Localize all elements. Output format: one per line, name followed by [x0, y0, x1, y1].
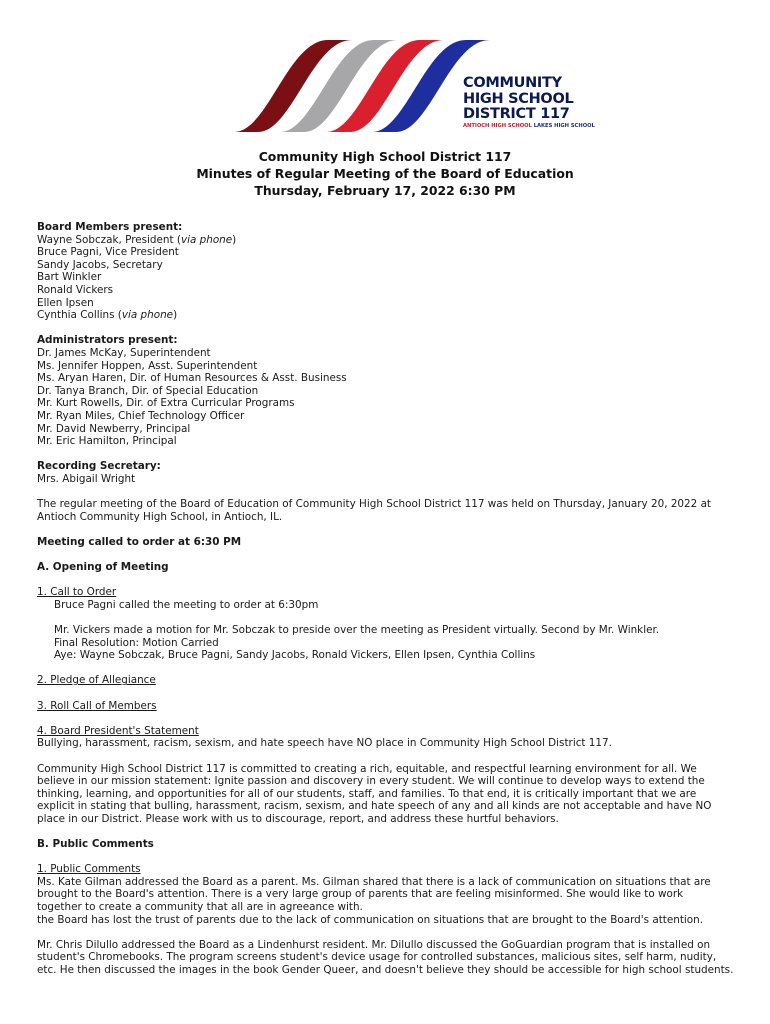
dilullo-line-2: student's Chromebooks. The program screens student's device usage for controlled substances, malicious sites, self harm, nudity, [37, 951, 717, 964]
board-member-5: Ronald Vickers [37, 283, 114, 296]
logo-line-2: HIGH SCHOOL [463, 90, 574, 107]
admin-item: Ms. Aryan Haren, Dir. of Human Resources & Asst. Business [37, 372, 347, 385]
logo-subtitle [463, 123, 595, 129]
logo-sub-right: LAKES HIGH SCHOOL [533, 123, 595, 129]
board-member-7 [37, 309, 737, 322]
statement-text: Bullying, harassment, racism, sexism, and hate speech have NO place in Community High School District 117. [37, 737, 612, 750]
intro-line-2: Antioch Community High School, in Antioch, IL. [37, 510, 283, 523]
board-member-2: Bruce Pagni, Vice President [37, 246, 179, 259]
motion-line-1: Mr. Vickers made a motion for Mr. Sobczak to preside over the meeting as President virtually. Second by Mr. Winkler. [54, 624, 660, 636]
commitment-line-1: Community High School District 117 is committed to creating a rich, equitable, and respectful learning environment for all. We [37, 762, 697, 775]
logo-line-1: COMMUNITY [463, 75, 562, 91]
admin-item: Mr. Kurt Rowells, Dir. of Extra Curricular Programs [37, 397, 295, 410]
board-member-3: Sandy Jacobs, Secretary [37, 258, 163, 271]
board-member-1-name: Wayne Sobczak, President ( [37, 233, 181, 246]
commitment-line-2: believe in our mission statement: Ignite passion and discovery in every student. We will continue to develop ways to extend the [37, 775, 705, 788]
pledge-title: 2. Pledge of Allegiance [37, 674, 156, 687]
public-comments-title: 1. Public Comments [37, 863, 141, 876]
board-member-1-note: via phone [180, 233, 233, 246]
board-member-7-close: ) [173, 309, 178, 322]
section-b-heading: B. Public Comments [37, 838, 154, 851]
motion-line-3: Aye: Wayne Sobczak, Bruce Pagni, Sandy Jacobs, Ronald Vickers, Ellen Ipsen, Cynthia Collins [54, 649, 536, 662]
board-heading: Board Members present: [37, 221, 183, 233]
intro-line-1: The regular meeting of the Board of Education of Community High School District 117 was held on Thursday, January 20, 2022 at [37, 498, 712, 511]
commitment-line-5: place in our District. Please work with us to discourage, report, and address these hurtful behaviors. [37, 812, 559, 825]
secretary-name: Mrs. Abigail Wright [37, 472, 136, 485]
board-member-1-close: ) [232, 233, 237, 246]
minutes-body [37, 221, 737, 977]
logo-wordmark [463, 76, 573, 123]
admin-item: Dr. James McKay, Superintendent [37, 346, 211, 359]
gilman-line-2: brought to the Board's attention. There is a very large group of parents that are feeling misinformed. She would like to work [37, 888, 684, 901]
board-member-6: Ellen Ipsen [37, 296, 94, 309]
commitment-line-3: thinking, learning, and opportunities for all of our students, staff, and families. To that end, it is critically important that we are [37, 787, 697, 800]
board-member-7-note: via phone [121, 309, 174, 322]
section-a-heading: A. Opening of Meeting [37, 561, 169, 574]
statement-title: 4. Board President's Statement [37, 724, 199, 737]
call-to-order-text: Bruce Pagni called the meeting to order at 6:30pm [54, 598, 319, 611]
admin-item: Mr. Eric Hamilton, Principal [37, 435, 177, 448]
call-to-order-heading: Meeting called to order at 6:30 PM [37, 535, 242, 548]
call-to-order-title: 1. Call to Order [37, 586, 117, 599]
title-line-2: Minutes of Regular Meeting of the Board of Education [196, 166, 574, 181]
admin-item: Ms. Jennifer Hoppen, Asst. Superintendent [37, 359, 258, 372]
admin-item: Dr. Tanya Branch, Dir. of Special Education [37, 384, 259, 397]
document-title [0, 148, 770, 199]
title-line-1: Community High School District 117 [258, 149, 512, 164]
commitment-line-4: explicit in stating that bulling, harassment, racism, sexism, and hate speech of any and all kinds are not acceptable and have NO [37, 800, 712, 813]
board-member-4: Bart Winkler [37, 271, 102, 284]
roll-call-title: 3. Roll Call of Members [37, 699, 157, 712]
logo-line-3: DISTRICT 117 [463, 106, 570, 122]
gilman-line-3: together to create a community that all are in agreeance with. [37, 901, 363, 914]
gilman-line-4: the Board has lost the trust of parents due to the lack of communication on situations that are brought to the Board's attention. [37, 913, 704, 926]
logo-sub-left: ANTIOCH HIGH SCHOOL [463, 123, 532, 129]
admin-item: Mr. Ryan Miles, Chief Technology Officer [37, 409, 245, 422]
gilman-line-1: Ms. Kate Gilman addressed the Board as a parent. Ms. Gilman shared that there is a lack of communication on situations that are [37, 875, 711, 888]
admin-item: Mr. David Newberry, Principal [37, 422, 191, 435]
title-line-3: Thursday, February 17, 2022 6:30 PM [254, 183, 516, 198]
board-member-7-name: Cynthia Collins ( [37, 309, 122, 322]
motion-line-2: Final Resolution: Motion Carried [54, 636, 219, 649]
board-member-1 [37, 234, 737, 247]
secretary-heading: Recording Secretary: [37, 460, 161, 473]
dilullo-line-1: Mr. Chris Dilullo addressed the Board as a Lindenhurst resident. Mr. Dilullo discussed the GoGuardian program that is installed on [37, 938, 711, 951]
dilullo-line-3: etc. He then discussed the images in the book Gender Queer, and doesn't believe they should be accessible for high school students. [37, 964, 734, 977]
admins-heading: Administrators present: [37, 334, 178, 347]
